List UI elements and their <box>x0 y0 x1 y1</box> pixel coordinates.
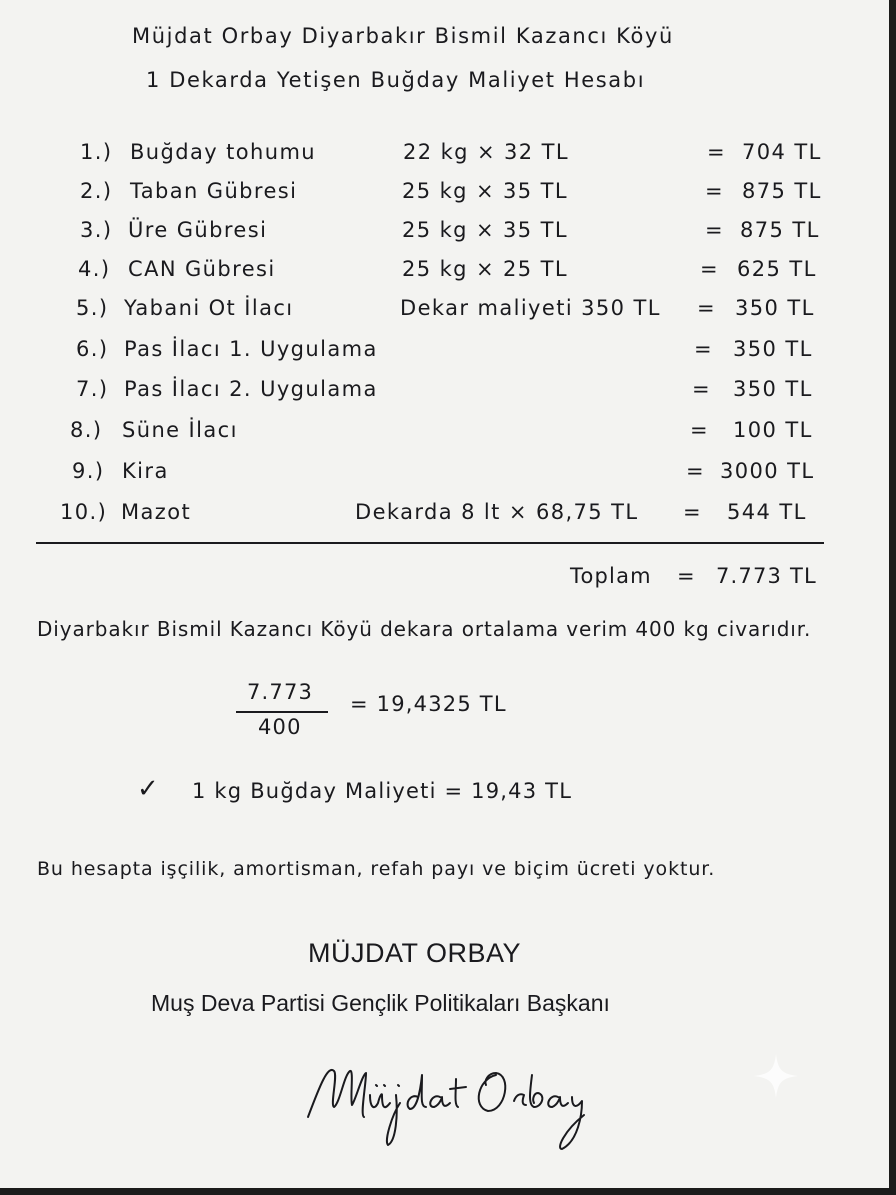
total-divider <box>36 542 824 544</box>
item-name: Süne İlacı <box>122 418 238 442</box>
item-number: 6.) <box>76 337 109 361</box>
item-name: CAN Gübresi <box>128 257 276 281</box>
fraction-result: = 19,4325 TL <box>350 692 507 716</box>
signature <box>300 1045 600 1155</box>
item-equals: = <box>694 337 713 361</box>
item-number: 10.) <box>60 500 108 524</box>
cost-item-row <box>0 377 889 417</box>
item-equals: = <box>705 218 724 242</box>
item-number: 9.) <box>72 459 105 483</box>
item-calculation: 25 kg × 35 TL <box>402 179 568 203</box>
item-total: 100 TL <box>733 418 813 442</box>
item-name: Kira <box>122 459 169 483</box>
cost-item-row <box>0 257 889 297</box>
item-number: 2.) <box>80 179 113 203</box>
item-equals: = <box>683 500 702 524</box>
cost-item-row <box>0 140 889 180</box>
check-mark-icon: ✓ <box>137 774 160 804</box>
cost-item-row <box>0 337 889 377</box>
fraction-denominator: 400 <box>258 715 302 739</box>
item-equals: = <box>686 459 705 483</box>
author-name: MÜJDAT ORBAY <box>308 938 522 968</box>
item-calculation: 25 kg × 25 TL <box>402 257 568 281</box>
header-title-line2: 1 Dekarda Yetişen Buğday Maliyet Hesabı <box>146 68 646 92</box>
item-name: Yabani Ot İlacı <box>124 296 294 320</box>
item-calculation: Dekarda 8 lt × 68,75 TL <box>355 500 639 524</box>
item-number: 8.) <box>70 418 103 442</box>
item-total: 704 TL <box>742 140 822 164</box>
item-total: 875 TL <box>742 179 822 203</box>
yield-note: Diyarbakır Bismil Kazancı Köyü dekara ortalama verim 400 kg civarıdır. <box>37 617 812 641</box>
item-equals: = <box>700 257 719 281</box>
item-name: Pas İlacı 1. Uygulama <box>124 337 378 361</box>
item-total: 875 TL <box>740 218 820 242</box>
cost-item-row <box>0 500 889 540</box>
unit-cost: 1 kg Buğday Maliyeti = 19,43 TL <box>192 779 573 803</box>
item-number: 3.) <box>80 218 113 242</box>
item-name: Taban Gübresi <box>130 179 298 203</box>
item-total: 3000 TL <box>720 459 815 483</box>
item-equals: = <box>690 418 709 442</box>
item-calculation: 25 kg × 35 TL <box>402 218 568 242</box>
fraction-numerator: 7.773 <box>247 680 314 704</box>
disclaimer: Bu hesapta işçilik, amortisman, refah payı ve biçim ücreti yoktur. <box>37 858 716 880</box>
item-name: Buğday tohumu <box>130 140 317 164</box>
total-label: Toplam <box>570 564 652 588</box>
item-equals: = <box>705 179 724 203</box>
item-total: 625 TL <box>737 257 817 281</box>
cost-item-row <box>0 296 889 336</box>
item-total: 350 TL <box>735 296 815 320</box>
total-value: 7.773 TL <box>716 564 817 588</box>
cost-item-row <box>0 218 889 258</box>
cost-item-row <box>0 418 889 458</box>
item-name: Mazot <box>121 500 192 524</box>
header-title-line1: Müjdat Orbay Diyarbakır Bismil Kazancı Köyü <box>132 24 674 48</box>
item-equals: = <box>692 377 711 401</box>
item-equals: = <box>697 296 716 320</box>
item-equals: = <box>707 140 726 164</box>
item-number: 4.) <box>78 257 111 281</box>
author-role: Muş Deva Partisi Gençlik Politikaları Başkanı <box>151 990 610 1016</box>
cost-item-row <box>0 179 889 219</box>
item-name: Pas İlacı 2. Uygulama <box>124 377 378 401</box>
item-number: 1.) <box>80 140 113 164</box>
item-calculation: 22 kg × 32 TL <box>403 140 569 164</box>
item-number: 5.) <box>76 296 109 320</box>
cost-item-row <box>0 459 889 499</box>
fraction-bar <box>236 711 328 713</box>
item-total: 350 TL <box>733 377 813 401</box>
sparkle-icon <box>752 1052 800 1100</box>
item-calculation: Dekar maliyeti 350 TL <box>400 296 661 320</box>
item-number: 7.) <box>76 377 109 401</box>
item-total: 350 TL <box>733 337 813 361</box>
total-equals: = <box>677 564 696 588</box>
item-name: Üre Gübresi <box>128 218 268 242</box>
item-total: 544 TL <box>727 500 807 524</box>
